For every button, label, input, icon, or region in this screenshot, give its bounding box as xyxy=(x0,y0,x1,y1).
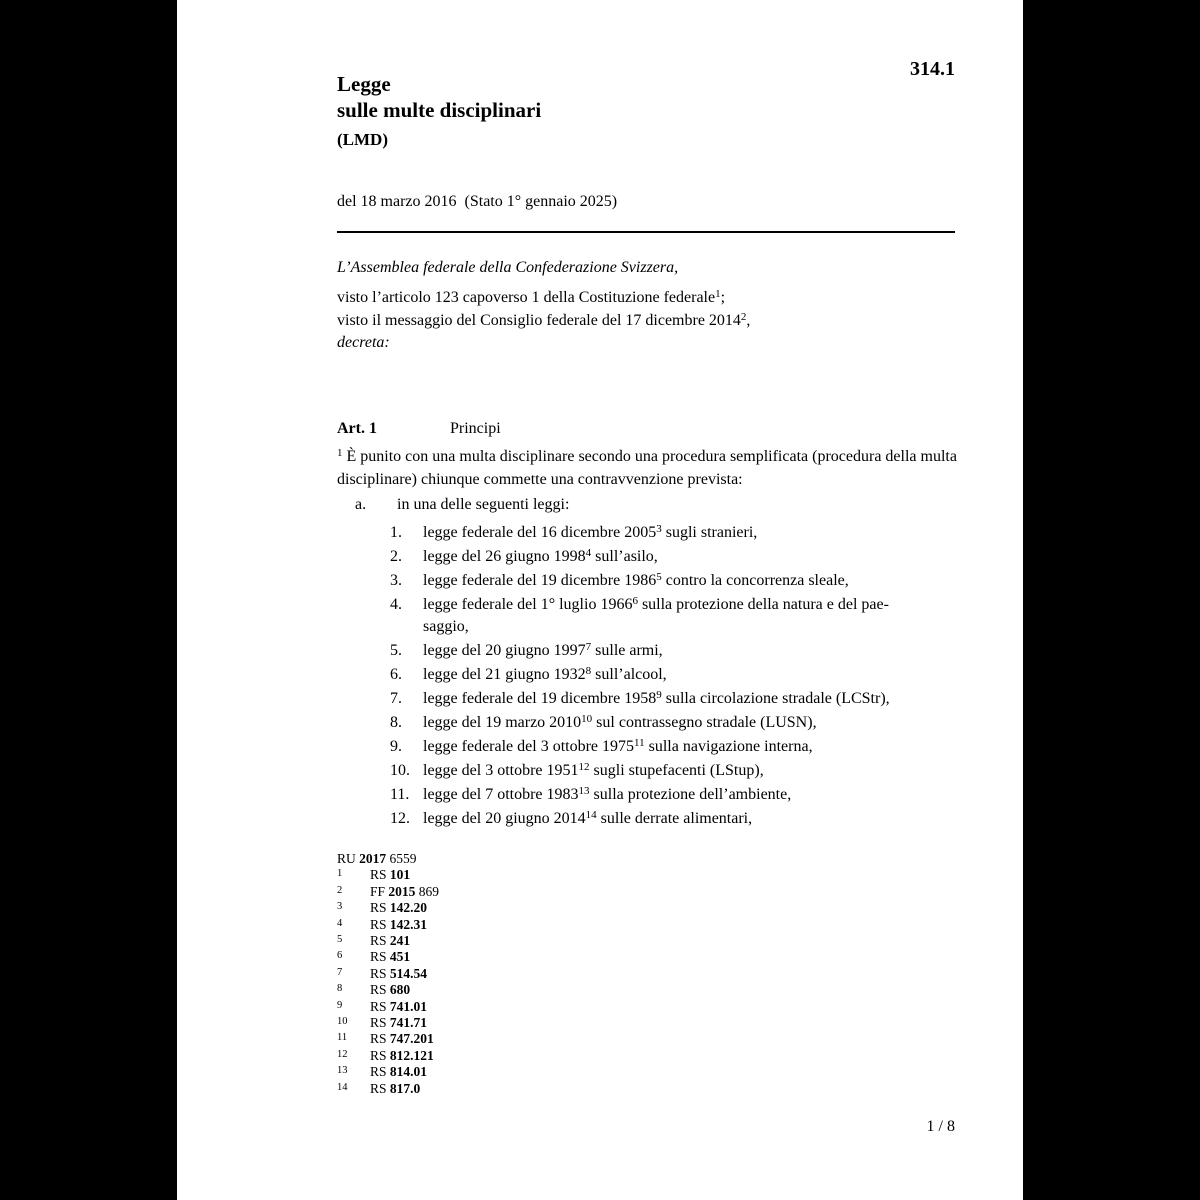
footnote-marker: 5 xyxy=(337,934,343,946)
letter-text: in una delle seguenti leggi: xyxy=(397,496,570,513)
law-list-item: 1. legge federale del 16 dicembre 2005$^3$ sugli stranieri, xyxy=(337,522,957,544)
law-item-text: legge federale del 16 dicembre 2005 xyxy=(423,524,657,541)
footnote-marker: 4 xyxy=(337,917,343,929)
footnote-row: 14 RS 817.0 xyxy=(337,1080,421,1096)
law-list-item: 3. legge federale del 19 dicembre 1986$^5$ contro la concorrenza sleale, xyxy=(337,570,957,592)
law-item-number: 8. xyxy=(390,714,402,731)
footnote-marker: 14 xyxy=(337,1081,348,1093)
law-item-number: 2. xyxy=(390,548,402,565)
law-item-text: legge federale del 3 ottobre 1975 xyxy=(423,738,635,755)
document-page xyxy=(177,0,1023,1200)
footnote-row: 4 RS 142.31 xyxy=(337,916,428,932)
footnote-marker: 1 xyxy=(337,868,343,880)
footnote-ru-line: RU 2017 6559 xyxy=(337,851,417,866)
decree-word: decreta: xyxy=(337,334,390,351)
footnotes-block xyxy=(337,851,955,1097)
footnote-row: 6 RS 451 xyxy=(337,949,411,965)
page-indicator: 1 / 8 xyxy=(926,1118,955,1135)
law-list-item: 5. legge del 20 giugno 1997$^7$ sulle armi, xyxy=(337,640,957,662)
footnote-ref: 10 xyxy=(581,713,593,725)
footnote-row: 9 RS 741.01 xyxy=(337,998,428,1014)
recital-line: visto l’articolo 123 capoverso 1 della Costituzione federale$^1$; xyxy=(337,288,726,306)
footnote-row: 10 RS 741.71 xyxy=(337,1015,428,1031)
footnote-ref: 7 xyxy=(585,641,592,653)
footnote-ref: 6 xyxy=(632,595,638,607)
law-item-text: legge del 7 ottobre 1983 xyxy=(423,786,579,803)
horizontal-rule xyxy=(337,231,955,233)
footnote-ref: 12 xyxy=(578,761,590,773)
footnote-marker: 9 xyxy=(337,999,343,1011)
law-item-number: 7. xyxy=(390,690,402,707)
law-list-item: 12. legge del 20 giugno 2014$^{14}$ sulle derrate alimentari, xyxy=(337,808,957,830)
document-abbreviation: (LMD) xyxy=(337,130,388,149)
footnote-marker: 7 xyxy=(337,966,343,978)
laws-list xyxy=(337,522,957,832)
footnote-ref: 5 xyxy=(656,571,662,583)
document-title-line2: sulle multe disciplinari xyxy=(337,97,542,122)
law-item-number: 10. xyxy=(390,762,410,779)
footnote-ref: 13 xyxy=(578,785,590,797)
article-title: Principi xyxy=(450,420,501,437)
preamble-author: L’Assemblea federale della Confederazione Svizzera, xyxy=(337,259,679,276)
footnote-row: 8 RS 680 xyxy=(337,982,411,998)
law-item-text: legge federale del 19 dicembre 1958 xyxy=(423,690,657,707)
footnote-row: 3 RS 142.20 xyxy=(337,900,428,916)
law-item-text: legge del 21 giugno 1932 xyxy=(423,666,586,683)
footnote-ref: 3 xyxy=(656,523,662,535)
article-paragraph-1: $^1$ È punito con una multa disciplinare secondo una procedura semplificata (procedura della multa disciplinare) chiunque commette una contravvenzione prevista: xyxy=(337,447,957,488)
footnote-marker: 2 xyxy=(337,884,343,896)
law-item-number: 5. xyxy=(390,642,402,659)
law-item-text: legge del 3 ottobre 1951 xyxy=(423,762,579,779)
law-item-number: 9. xyxy=(390,738,402,755)
footnote-marker: 12 xyxy=(337,1048,348,1060)
footnote-row: 12 RS 812.121 xyxy=(337,1047,434,1063)
law-list-item: 6. legge del 21 giugno 1932$^8$ sull’alcool, xyxy=(337,664,957,686)
footnote-marker: 8 xyxy=(337,983,343,995)
paragraph-marker: 1 xyxy=(337,447,343,459)
footnote-ref: 14 xyxy=(585,809,597,821)
law-item-number: 3. xyxy=(390,572,402,589)
letter-label: a. xyxy=(355,496,367,513)
footnote-row: 2 FF 2015 869 xyxy=(337,883,440,899)
footnote-marker: 11 xyxy=(337,1032,348,1044)
footnote-row: 7 RS 514.54 xyxy=(337,965,428,981)
law-item-text: legge del 20 giugno 2014 xyxy=(423,810,586,827)
footnote-row: 13 RS 814.01 xyxy=(337,1064,428,1080)
law-item-text: legge del 26 giugno 1998 xyxy=(423,548,586,565)
article-heading xyxy=(337,420,501,438)
footnote-ref: 11 xyxy=(634,737,645,749)
document-title-line1: Legge xyxy=(337,72,391,96)
law-item-text: legge del 19 marzo 2010 xyxy=(423,714,582,731)
footnote-marker: 3 xyxy=(337,901,343,913)
law-item-text: legge federale del 1° luglio 1966 xyxy=(423,596,633,613)
footnote-ref: 2 xyxy=(740,311,747,323)
footnote-row: 11 RS 747.201 xyxy=(337,1031,434,1047)
law-list-item: 11. legge del 7 ottobre 1983$^{13}$ sulla protezione dell’ambiente, xyxy=(337,784,957,806)
law-item-text: legge federale del 19 dicembre 1986 xyxy=(423,572,657,589)
article-label: Art. 1 xyxy=(337,420,377,437)
law-item-number: 6. xyxy=(390,666,402,683)
law-list-item: 7. legge federale del 19 dicembre 1958$^9$ sulla circolazione stradale (LCStr), xyxy=(337,688,957,710)
footnote-marker: 13 xyxy=(337,1065,348,1077)
preamble-recitals xyxy=(337,286,955,332)
document-title xyxy=(337,72,541,123)
date-status-line: del 18 marzo 2016 (Stato 1° gennaio 2025) xyxy=(337,193,618,210)
footnote-ref: 8 xyxy=(585,665,592,677)
law-list-item: 9. legge federale del 3 ottobre 1975$^{11}$ sulla navigazione interna, xyxy=(337,736,957,758)
recital-line: visto il messaggio del Consiglio federale del 17 dicembre 2014$^2$, xyxy=(337,311,751,329)
footnote-marker: 6 xyxy=(337,950,343,962)
law-list-item: 8. legge del 19 marzo 2010$^{10}$ sul contrassegno stradale (LUSN), xyxy=(337,712,957,734)
law-item-number: 11. xyxy=(390,786,410,803)
law-item-number: 4. xyxy=(390,596,402,613)
law-list-item: 4. legge federale del 1° luglio 1966$^6$ sulla protezione della natura e del pae- saggio, xyxy=(390,595,889,635)
law-item-text: legge del 20 giugno 1997 xyxy=(423,642,586,659)
law-item-number: 12. xyxy=(390,810,410,827)
footnote-row: 5 RS 241 xyxy=(337,933,411,949)
page-content xyxy=(337,0,955,1200)
catalog-number: 314.1 xyxy=(910,58,955,80)
footnote-marker: 10 xyxy=(337,1016,348,1028)
footnote-ref: 4 xyxy=(585,547,592,559)
footnote-row: 1 RS 101 xyxy=(337,867,411,883)
footnote-rows xyxy=(337,867,955,1097)
footnote-ref: 1 xyxy=(715,288,721,300)
law-list-item: 10. legge del 3 ottobre 1951$^{12}$ sugli stupefacenti (LStup), xyxy=(337,760,957,782)
law-list-item: 2. legge del 26 giugno 1998$^4$ sull’asilo, xyxy=(337,546,957,568)
law-item-number: 1. xyxy=(390,524,402,541)
footnote-ref: 9 xyxy=(656,689,662,701)
